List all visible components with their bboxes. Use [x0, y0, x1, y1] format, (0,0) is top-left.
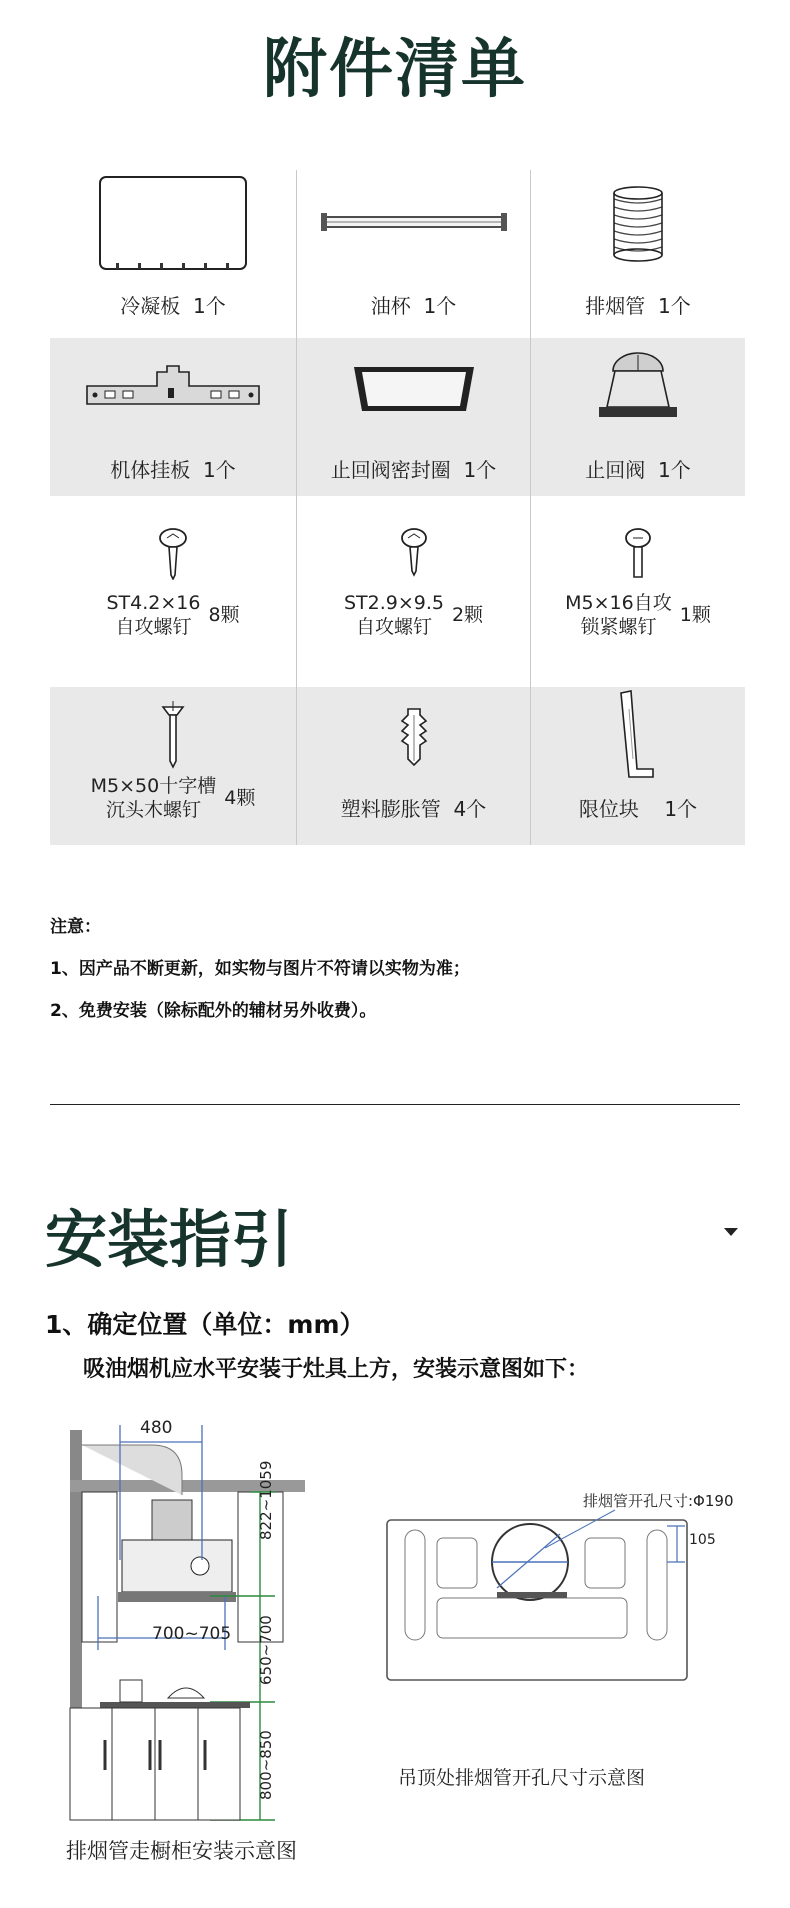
cabinet-diagram-caption: 排烟管走橱柜安装示意图 — [66, 1839, 297, 1863]
valve-icon — [593, 338, 683, 440]
page-title: 附件清单 — [263, 33, 527, 107]
screw-icon — [399, 516, 429, 592]
ceiling-diagram-caption: 吊顶处排烟管开孔尺寸示意图 — [398, 1767, 646, 1789]
accessory-mount-board — [50, 338, 296, 496]
item-name: 止回阀 — [585, 458, 646, 482]
notes-item-2: 2、免费安装（除标配外的辅材另外收费）。 — [50, 1001, 377, 1021]
item-qty: 2颗 — [451, 603, 484, 626]
section-divider — [50, 1104, 740, 1105]
long-screw-icon — [161, 693, 185, 775]
item-spec: ST2.9×9.5 — [343, 592, 444, 614]
accessory-oil-cup — [297, 170, 530, 328]
item-name: 塑料膨胀管 — [340, 797, 441, 821]
screw-icon — [158, 516, 188, 592]
dim-upper-height: 822~1059 — [257, 1460, 275, 1540]
dim-offset: 105 — [689, 1532, 716, 1548]
item-name: 排烟管 — [585, 294, 646, 318]
ceiling-hole-diagram — [385, 1490, 745, 1690]
item-name: 限位块 — [578, 797, 639, 821]
accessory-check-valve — [531, 338, 745, 496]
seal-icon — [344, 338, 484, 440]
ceiling-diagram-drawing — [385, 1490, 745, 1690]
item-qty: 4颗 — [224, 786, 256, 809]
item-type: 锁紧螺钉 — [580, 615, 657, 638]
notes-heading: 注意： — [50, 917, 101, 937]
item-qty: 1个 — [202, 458, 236, 482]
item-name: 油杯 — [370, 294, 411, 318]
accessory-stopper — [531, 687, 745, 845]
cabinet-diagram-drawing — [60, 1410, 350, 1830]
item-qty: 8颗 — [208, 603, 240, 626]
dim-mid-height: 650~700 — [257, 1615, 275, 1685]
bracket-icon — [83, 338, 263, 440]
anchor-icon — [396, 693, 432, 781]
item-qty: 1颗 — [679, 603, 711, 626]
item-qty: 1个 — [657, 294, 691, 318]
accessory-screw-st42 — [50, 506, 296, 676]
duct-icon — [608, 170, 668, 280]
notes-item-1: 1、因产品不断更新，如实物与图片不符请以实物为准； — [50, 959, 470, 979]
accessory-screw-m5 — [531, 506, 745, 676]
accessory-valve-seal — [297, 338, 530, 496]
cabinet-install-diagram — [60, 1410, 350, 1830]
item-qty: 1个 — [463, 458, 497, 482]
item-qty: 1个 — [657, 458, 691, 482]
item-spec: ST4.2×16 — [106, 592, 201, 614]
item-spec: M5×16自攻 — [565, 592, 672, 614]
stopper-icon — [613, 687, 663, 787]
step-1-description: 吸油烟机应水平安装于灶具上方，安装示意图如下： — [83, 1357, 590, 1382]
install-title: 安装指引 — [45, 1203, 294, 1276]
bolt-icon — [623, 516, 653, 592]
plate-icon — [98, 170, 248, 280]
item-name: 止回阀密封圈 — [330, 458, 451, 482]
item-qty: 4个 — [453, 797, 487, 821]
item-qty: 1个 — [192, 294, 226, 318]
accessory-wood-screw — [50, 687, 296, 845]
item-name: 冷凝板 — [120, 294, 181, 318]
item-qty: 1个 — [423, 294, 457, 318]
rail-icon — [319, 170, 509, 280]
accessory-condenser — [50, 170, 296, 328]
accessory-screw-st29 — [297, 506, 530, 676]
step-1-title: 1、确定位置（单位：mm） — [45, 1310, 365, 1339]
item-type: 沉头木螺钉 — [105, 798, 201, 821]
dim-top-width: 480 — [140, 1418, 173, 1438]
item-name: 机体挂板 — [110, 458, 191, 482]
item-type: 自攻螺钉 — [115, 615, 192, 638]
hole-size-label: 排烟管开孔尺寸:Φ190 — [583, 1492, 734, 1510]
dim-low-height: 800~850 — [257, 1730, 275, 1800]
accessory-exhaust-pipe — [531, 170, 745, 328]
item-type: 自攻螺钉 — [355, 615, 432, 638]
collapse-caret-icon[interactable] — [724, 1228, 738, 1236]
item-qty: 1个 — [664, 797, 698, 821]
item-spec: M5×50十字槽 — [90, 775, 217, 797]
dim-hood-width: 700~705 — [152, 1624, 232, 1644]
accessory-anchor — [297, 687, 530, 845]
